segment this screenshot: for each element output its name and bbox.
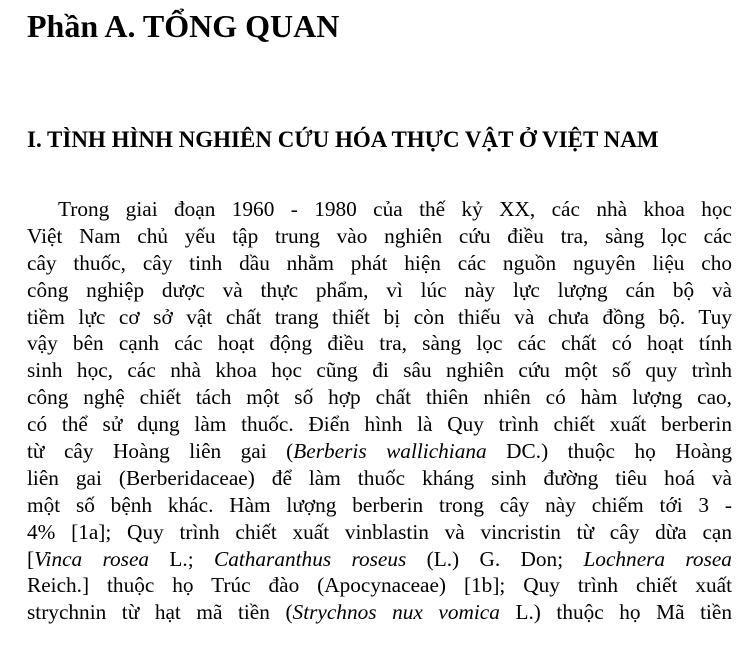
text-segment: liên gai (Berberidaceae) để làm thuốc kháng sinh đường tiêu hoá và [27, 465, 732, 490]
text-line [27, 277, 732, 304]
text-line [27, 196, 732, 223]
text-segment: cây thuốc, cây tinh dầu nhằm phát hiện các nguồn nguyên liệu cho [27, 250, 732, 275]
text-line [27, 250, 732, 277]
text-line [27, 357, 732, 384]
part-title: Phần A. TỔNG QUAN [27, 8, 340, 44]
text-segment: [ [27, 546, 35, 571]
scientific-name: Strychnos nux vomica [292, 600, 500, 625]
text-segment: DC.) thuộc họ Hoàng [486, 439, 732, 464]
text-line [27, 599, 732, 626]
text-line [27, 304, 732, 331]
text-line [27, 546, 732, 573]
text-segment: một số bệnh khác. Hàm lượng berberin trong cây này chiếm tới 3 - [27, 492, 732, 517]
text-segment: strychnin từ hạt mã tiền ( [27, 600, 293, 625]
text-segment: Trong giai đoạn 1960 - 1980 của thế kỷ XX, các nhà khoa học [58, 197, 732, 221]
scientific-name: Berberis wallichiana [293, 439, 487, 464]
text-line [27, 411, 732, 438]
section-title: I. TÌNH HÌNH NGHIÊN CỨU HÓA THỰC VẬT Ở VIỆT NAM [27, 127, 659, 152]
text-line [27, 492, 732, 519]
text-segment: có thể sử dụng làm thuốc. Điển hình là Quy trình chiết xuất berberin [27, 412, 732, 437]
text-segment: (L.) G. Don; [406, 546, 584, 571]
text-segment: tiềm lực cơ sở vật chất trang thiết bị còn thiếu và chưa đồng bộ. Tuy [27, 304, 732, 329]
text-line [27, 223, 732, 250]
text-segment: công nghiệp dược và thực phẩm, vì lúc này lực lượng cán bộ và [27, 277, 732, 302]
text-line [27, 572, 732, 599]
scientific-name: Vinca rosea [34, 546, 150, 571]
text-segment: L.; [149, 546, 214, 571]
text-segment: Reich.] thuộc họ Trúc đào (Apocynaceae) [1b]; Quy trình chiết xuất [27, 573, 732, 598]
body-paragraph [27, 196, 732, 626]
text-segment: Việt Nam chủ yếu tập trung vào nghiên cứu điều tra, sàng lọc các [27, 223, 732, 248]
scientific-name: Catharanthus roseus [213, 546, 407, 571]
text-line [27, 438, 732, 465]
text-segment: sinh học, các nhà khoa học cũng đi sâu nghiên cứu một số quy trình [27, 358, 732, 383]
text-segment: từ cây Hoàng liên gai ( [27, 439, 294, 464]
text-line [27, 519, 732, 546]
text-segment: vậy bên cạnh các hoạt động điều tra, sàng lọc các chất có hoạt tính [27, 331, 732, 356]
text-line [27, 384, 732, 411]
text-segment: 4% [1a]; Quy trình chiết xuất vinblastin và vincristin từ cây dừa cạn [27, 519, 732, 544]
scientific-name: Lochnera rosea [583, 546, 732, 571]
text-segment: công nghệ chiết tách một số hợp chất thiên nhiên có hàm lượng cao, [27, 385, 732, 410]
text-line [27, 330, 732, 357]
text-line [27, 465, 732, 492]
text-segment: L.) thuộc họ Mã tiền [499, 600, 733, 625]
